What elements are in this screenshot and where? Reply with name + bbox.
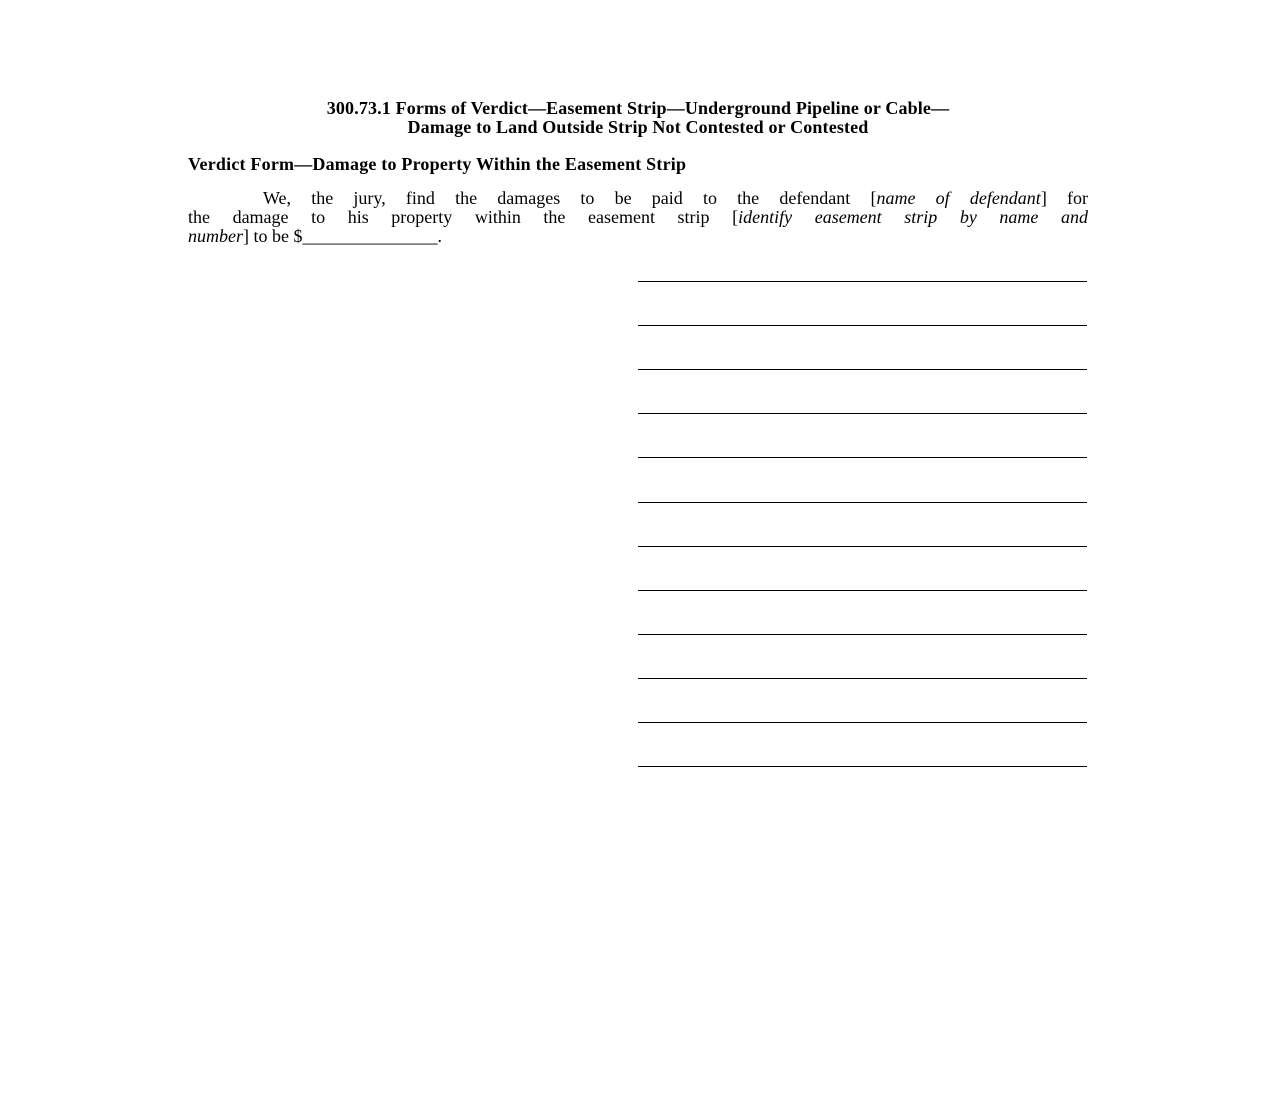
juror-signature-line [638,766,1087,767]
juror-signature-line [638,325,1087,326]
juror-signature-line [638,678,1087,679]
juror-signature-line [638,413,1087,414]
juror-signature-line [638,590,1087,591]
juror-signature-line [638,722,1087,723]
juror-signature-line [638,457,1087,458]
paragraph-text-2: ] for [1040,188,1088,208]
easement-number-placeholder: number [188,226,243,246]
paragraph-text-3: the damage to his property within the easement strip [ [188,207,739,227]
defendant-name-placeholder: name of defendant [876,188,1041,208]
juror-signature-line [638,634,1087,635]
verdict-paragraph [188,189,1088,246]
paragraph-text-1: We, the jury, find the damages to be paid to the defendant [ [263,188,877,208]
easement-strip-placeholder: identify easement strip by name and [738,207,1088,227]
juror-signature-line [638,546,1087,547]
paragraph-line-2 [188,208,1088,227]
juror-signature-line [638,369,1087,370]
juror-signature-line [638,281,1087,282]
title-line-2: Damage to Land Outside Strip Not Contested or Contested [407,117,869,137]
document-title [188,99,1088,137]
juror-signature-line [638,502,1087,503]
title-line-1: 300.73.1 Forms of Verdict—Easement Strip—Underground Pipeline or Cable— [326,98,950,118]
verdict-form-heading: Verdict Form—Damage to Property Within the Easement Strip [188,154,687,174]
paragraph-line-1 [188,189,1088,208]
paragraph-line-3 [188,227,1088,246]
damages-amount-blank: ] to be $_______________. [243,226,442,246]
